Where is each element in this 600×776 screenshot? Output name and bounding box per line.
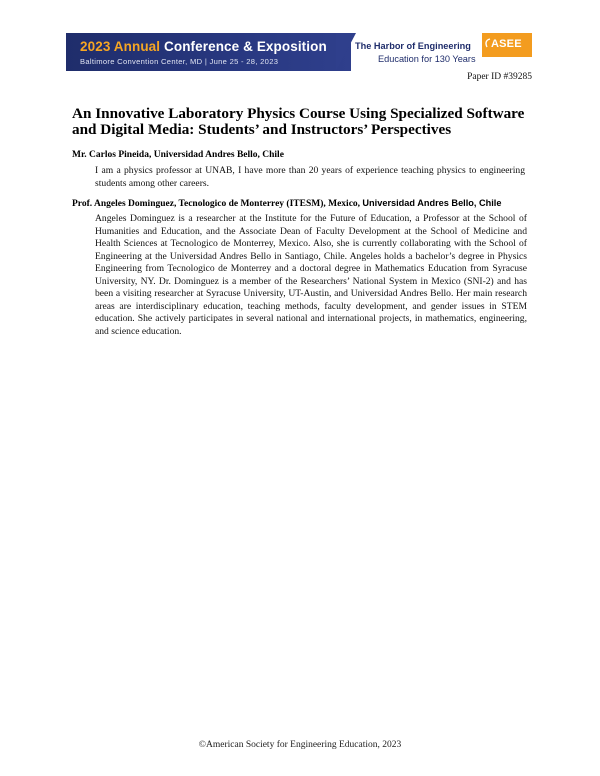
asee-logo-text: ASEE <box>491 38 522 50</box>
author-2-secondary-affiliation: Universidad Andres Bello, Chile <box>362 198 502 208</box>
conference-banner <box>66 33 532 71</box>
conference-name: Conference & Exposition <box>164 39 327 54</box>
author-bio-2: Angeles Dominguez is a researcher at the Institute for the Future of Education, a Professor at the School of Humanities and Education, and the Associate Dean of Faculty Development at the School of Medicine and Health Sciences at Tecnologico de Monterrey, Mexico. Also, she is currently collaborating with the School of Engineering at the Universidad Andres Bello in Santiago, Chile. Angeles holds a bachelor’s degree in Physics Engineering from Tecnologico de Monterrey and a doctoral degree in Mathematics Education from Syracuse University, NY. Dr. Dominguez is a member of the Researchers’ National System in Mexico (SNI-2) and has been a visiting researcher at Syracuse University, UT-Austin, and Universidad Andres Bello. Her main research areas are interdisciplinary education, teaching methods, faculty development, and gender issues in STEM education. She actively participates in several national and international projects, in mathematics, engineering, and science education. <box>95 213 527 337</box>
banner-wedge <box>336 33 356 71</box>
author-bio-1: I am a physics professor at UNAB, I have more than 20 years of experience teaching physics to engineering students among other careers. <box>95 165 525 189</box>
paper-title: An Innovative Laboratory Physics Course Using Specialized Software and Digital Media: Students’ and Instructors’ Perspectives <box>72 105 525 138</box>
harbor-subtagline: Education for 130 Years <box>378 54 476 64</box>
conference-title <box>80 39 327 54</box>
author-name-2 <box>72 198 501 209</box>
conference-location: Baltimore Convention Center, MD | June 25 - 28, 2023 <box>80 57 279 66</box>
author-name-1: Mr. Carlos Pineida, Universidad Andres Bello, Chile <box>72 150 284 160</box>
asee-swoosh-icon <box>484 38 491 48</box>
harbor-tagline: The Harbor of Engineering <box>355 41 471 51</box>
copyright-footer: ©American Society for Engineering Education, 2023 <box>198 740 402 750</box>
asee-logo <box>482 33 532 57</box>
author-2-primary-affiliation: Prof. Angeles Dominguez, Tecnologico de Monterrey (ITESM), Mexico, <box>72 199 361 209</box>
paper-id: Paper ID #39285 <box>467 72 532 82</box>
conference-year: 2023 Annual <box>80 39 161 54</box>
